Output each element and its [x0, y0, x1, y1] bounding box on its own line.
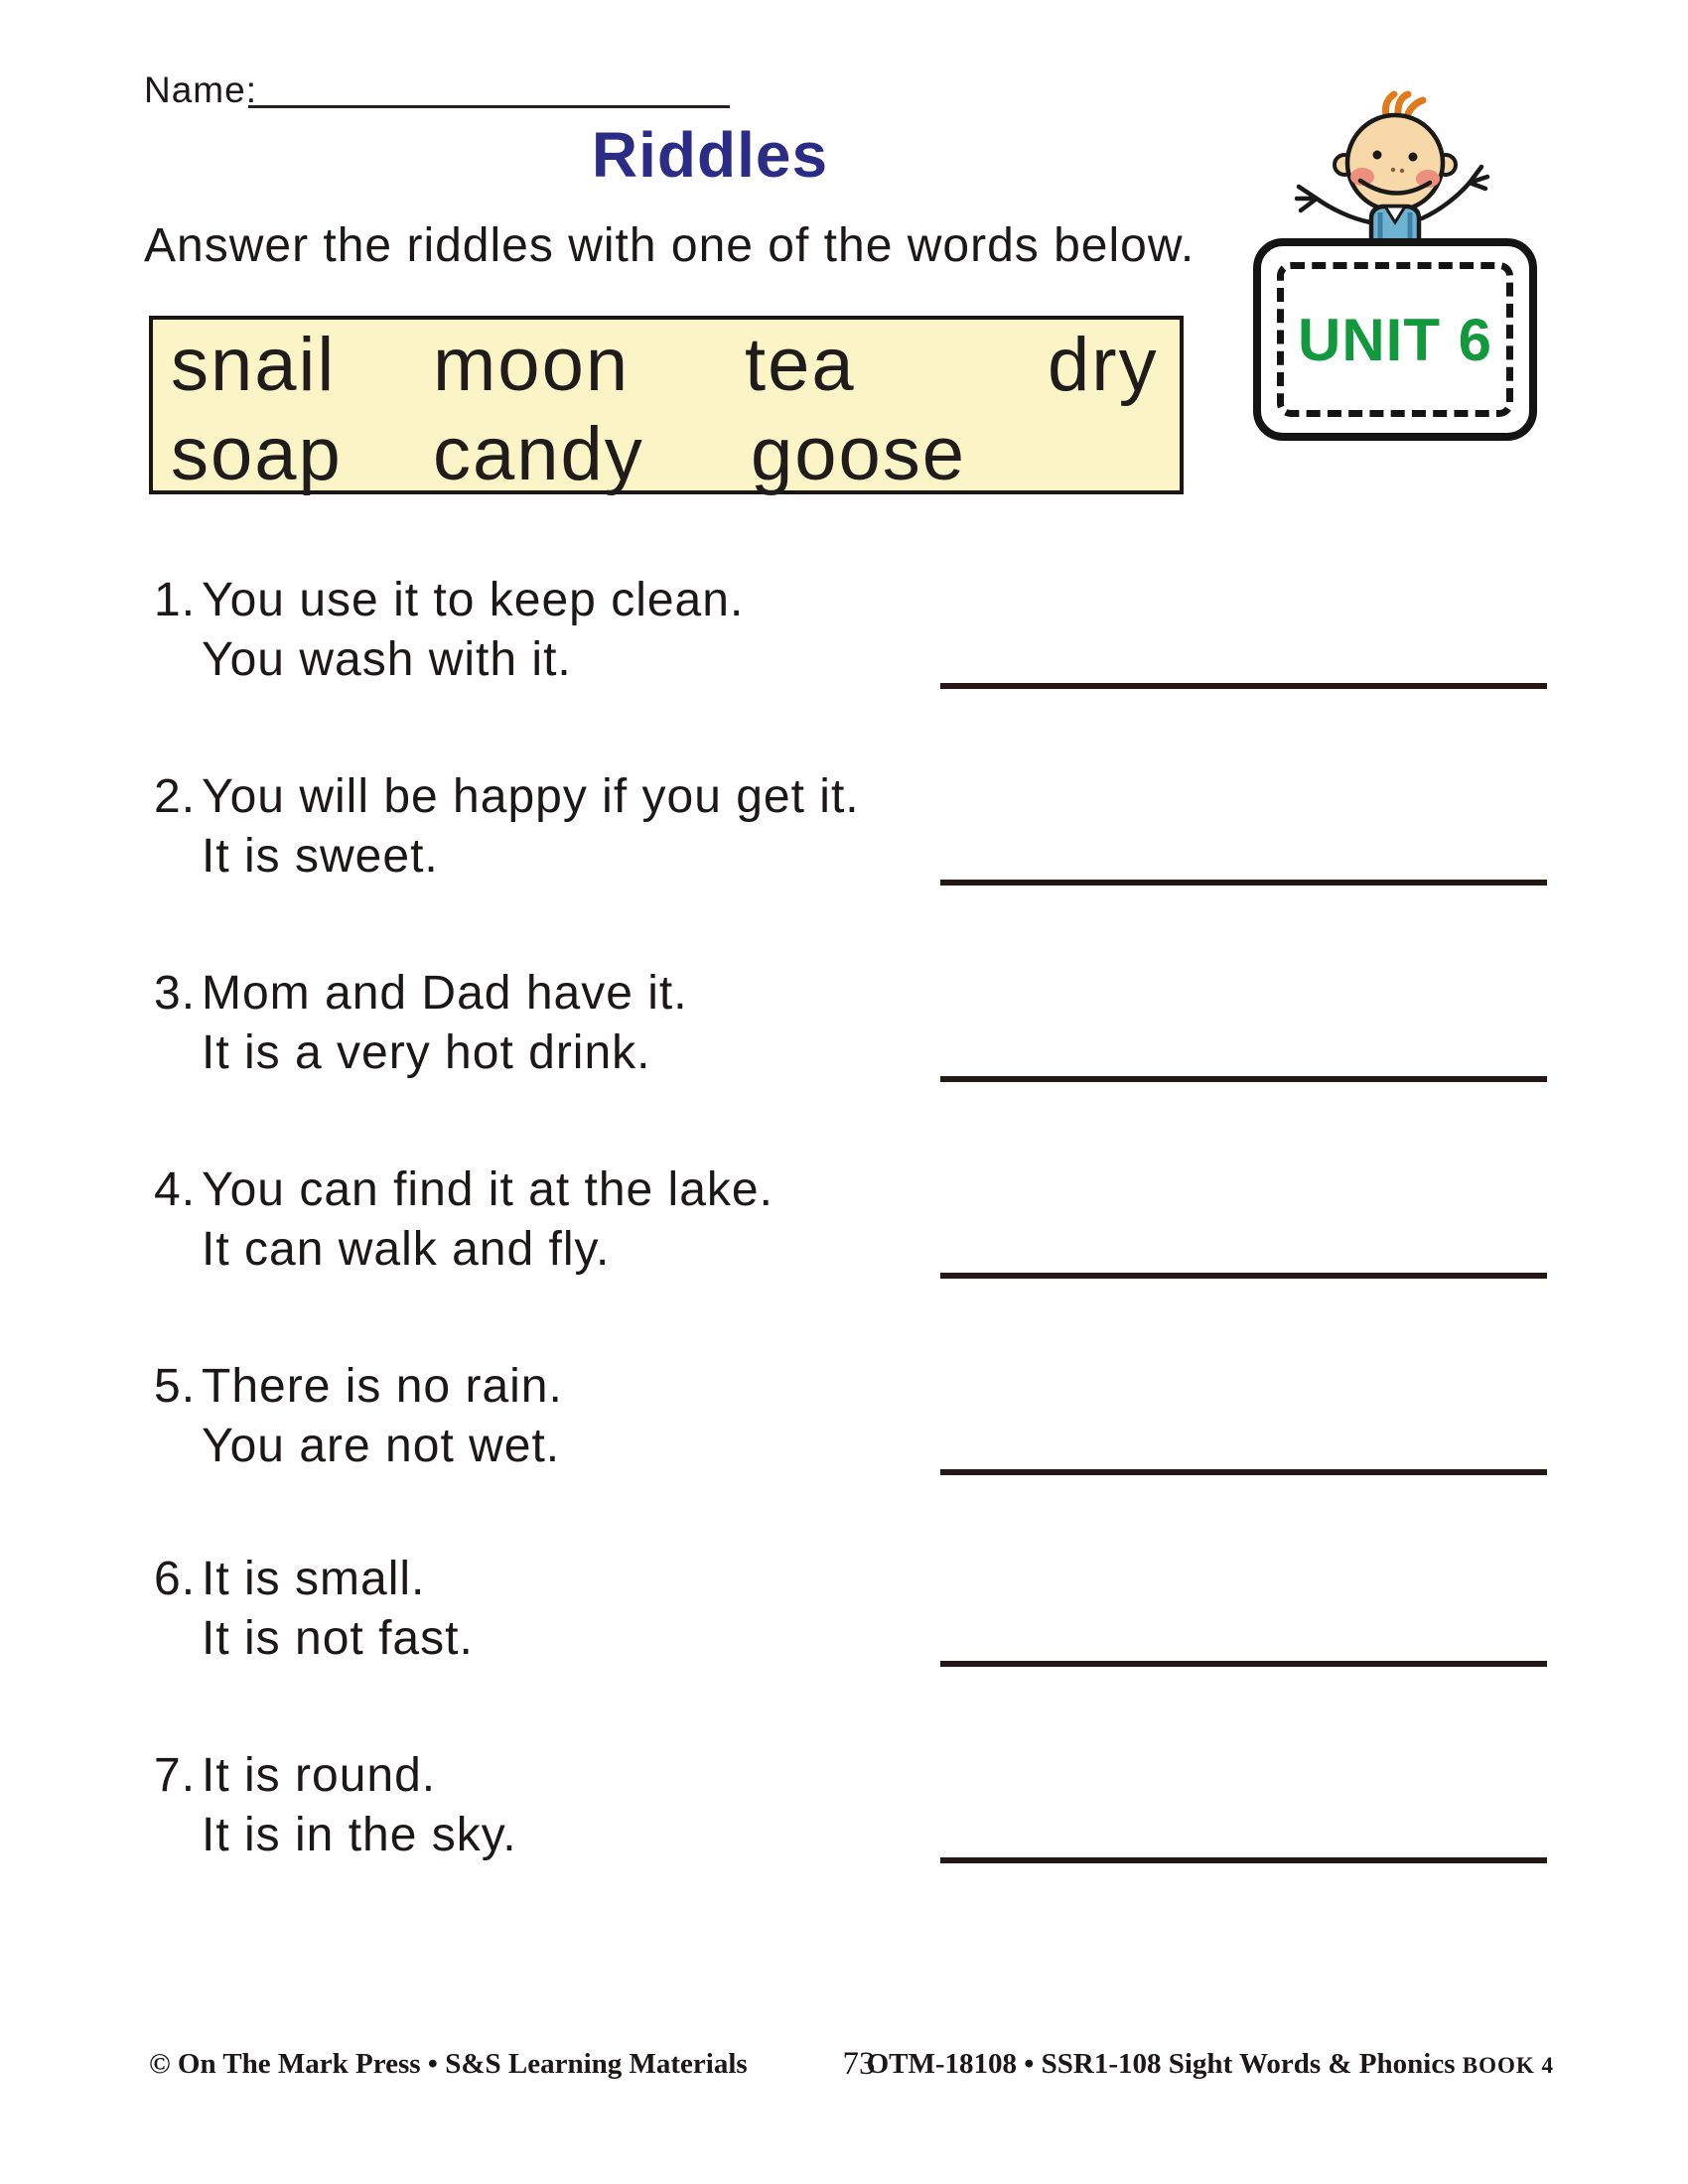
riddle-number: 2.	[154, 770, 197, 823]
word-bank-word: snail	[171, 323, 337, 407]
riddle-line2: It can walk and fly.	[202, 1223, 611, 1276]
answer-blank-line[interactable]	[940, 1469, 1547, 1475]
answer-blank-line[interactable]	[940, 1661, 1547, 1667]
name-label: Name:	[144, 69, 257, 110]
mascot-head	[1347, 115, 1443, 210]
riddle-line1: There is no rain.	[202, 1360, 563, 1413]
riddle-number: 1.	[154, 574, 197, 626]
footer-book-label: BOOK 4	[1462, 2053, 1554, 2078]
riddle-line1: It is round.	[202, 1749, 437, 1802]
child-mascot-illustration	[1231, 85, 1559, 254]
unit-badge-label: UNIT 6	[1297, 306, 1493, 373]
page-number: 73	[842, 2046, 876, 2082]
riddle-line1: You use it to keep clean.	[202, 574, 745, 626]
answer-blank-line[interactable]	[940, 1273, 1547, 1279]
riddle-number: 3.	[154, 967, 197, 1020]
instructions-text: Answer the riddles with one of the words below.	[144, 219, 1196, 272]
riddle-line2: It is a very hot drink.	[202, 1026, 651, 1079]
footer-product-code	[867, 2047, 1554, 2082]
riddle-number: 5.	[154, 1360, 197, 1413]
word-bank-word: tea	[745, 323, 856, 407]
word-bank-word: dry	[1048, 323, 1159, 407]
name-blank-line[interactable]	[248, 105, 730, 108]
word-bank-word: goose	[751, 412, 967, 496]
answer-blank-line[interactable]	[940, 1076, 1547, 1082]
answer-blank-line[interactable]	[940, 1857, 1547, 1863]
riddle-line2: It is not fast.	[202, 1612, 474, 1665]
riddle-line2: It is sweet.	[202, 830, 439, 883]
riddle-line2: You wash with it.	[202, 633, 572, 686]
riddle-line1: You will be happy if you get it.	[202, 770, 860, 823]
word-bank-word: moon	[433, 323, 631, 407]
riddle-line1: It is small.	[202, 1553, 426, 1605]
footer-copyright: © On The Mark Press • S&S Learning Materials	[149, 2048, 748, 2080]
answer-blank-line[interactable]	[940, 880, 1547, 886]
riddle-line1: You can find it at the lake.	[202, 1163, 774, 1216]
riddle-number: 7.	[154, 1749, 197, 1802]
riddle-number: 4.	[154, 1163, 197, 1216]
page-title: Riddles	[591, 119, 829, 191]
word-bank-word: soap	[171, 412, 343, 496]
footer-product-text: OTM-18108 • SSR1-108 Sight Words & Phonics	[866, 2048, 1456, 2080]
word-bank-word: candy	[433, 412, 644, 496]
riddle-line2: You are not wet.	[202, 1420, 561, 1472]
riddle-line1: Mom and Dad have it.	[202, 967, 688, 1020]
hair-tuft	[1385, 94, 1423, 116]
answer-blank-line[interactable]	[940, 683, 1547, 689]
riddle-number: 6.	[154, 1553, 197, 1605]
riddle-line2: It is in the sky.	[202, 1809, 517, 1861]
